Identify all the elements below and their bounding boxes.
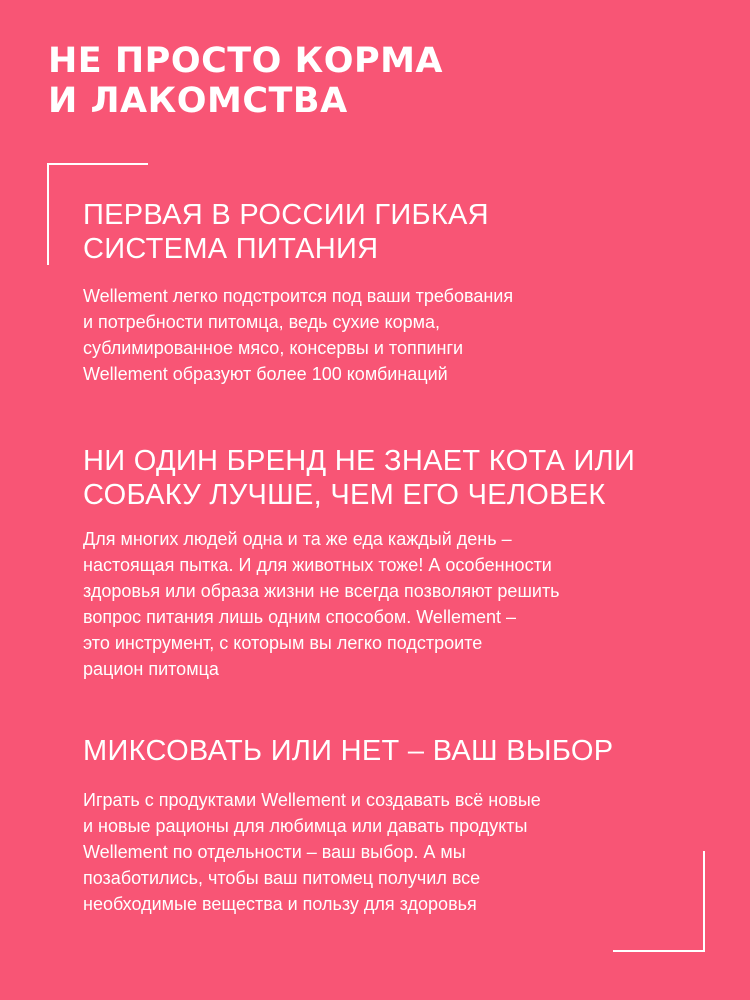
section-text-line: Wellement легко подстроится под ваши требования bbox=[83, 286, 514, 306]
section-heading-line: НИ ОДИН БРЕНД НЕ ЗНАЕТ КОТА ИЛИ bbox=[83, 445, 636, 477]
section-heading bbox=[83, 444, 723, 512]
section-text bbox=[83, 787, 723, 917]
section-heading bbox=[83, 734, 723, 768]
section-text-line: необходимые вещества и пользу для здоровья bbox=[83, 894, 477, 914]
section-text-line: и потребности питомца, ведь сухие корма, bbox=[83, 312, 441, 332]
corner-frame-top-left-horizontal bbox=[47, 163, 148, 165]
section-owner-knows-best bbox=[83, 444, 723, 682]
section-text bbox=[83, 283, 723, 387]
section-text-line: Для многих людей одна и та же еда каждый день – bbox=[83, 529, 512, 549]
corner-frame-top-left-vertical bbox=[47, 163, 49, 265]
section-text-line: вопрос питания лишь одним способом. Wellement – bbox=[83, 607, 516, 627]
section-text-line: Играть с продуктами Wellement и создавать всё новые bbox=[83, 790, 541, 810]
main-title-line: И ЛАКОМСТВА bbox=[48, 81, 348, 121]
section-text-line: это инструмент, с которым вы легко подстроите bbox=[83, 633, 483, 653]
section-text-line: сублимированное мясо, консервы и топпинги bbox=[83, 338, 464, 358]
section-text-line: рацион питомца bbox=[83, 659, 219, 679]
section-heading-line: СИСТЕМА ПИТАНИЯ bbox=[83, 233, 379, 265]
main-title bbox=[48, 41, 443, 121]
section-heading bbox=[83, 198, 723, 266]
corner-frame-bottom-right-horizontal bbox=[613, 950, 705, 952]
section-text-line: и новые рационы для любимца или давать продукты bbox=[83, 816, 528, 836]
main-title-line: НЕ ПРОСТО КОРМА bbox=[48, 41, 444, 81]
section-text-line: Wellement по отдельности – ваш выбор. А мы bbox=[83, 842, 466, 862]
section-heading-line: ПЕРВАЯ В РОССИИ ГИБКАЯ bbox=[83, 199, 489, 231]
section-mix-or-not bbox=[83, 734, 723, 917]
section-heading-line: СОБАКУ ЛУЧШЕ, ЧЕМ ЕГО ЧЕЛОВЕК bbox=[83, 479, 606, 511]
section-text-line: Wellement образуют более 100 комбинаций bbox=[83, 364, 448, 384]
section-flexible-system bbox=[83, 198, 723, 387]
corner-frame-bottom-right-vertical bbox=[703, 851, 705, 952]
section-text-line: здоровья или образа жизни не всегда позволяют решить bbox=[83, 581, 560, 601]
section-text-line: позаботились, чтобы ваш питомец получил все bbox=[83, 868, 481, 888]
section-text-line: настоящая пытка. И для животных тоже! А особенности bbox=[83, 555, 552, 575]
section-heading-line: МИКСОВАТЬ ИЛИ НЕТ – ВАШ ВЫБОР bbox=[83, 735, 614, 767]
section-text bbox=[83, 526, 723, 682]
